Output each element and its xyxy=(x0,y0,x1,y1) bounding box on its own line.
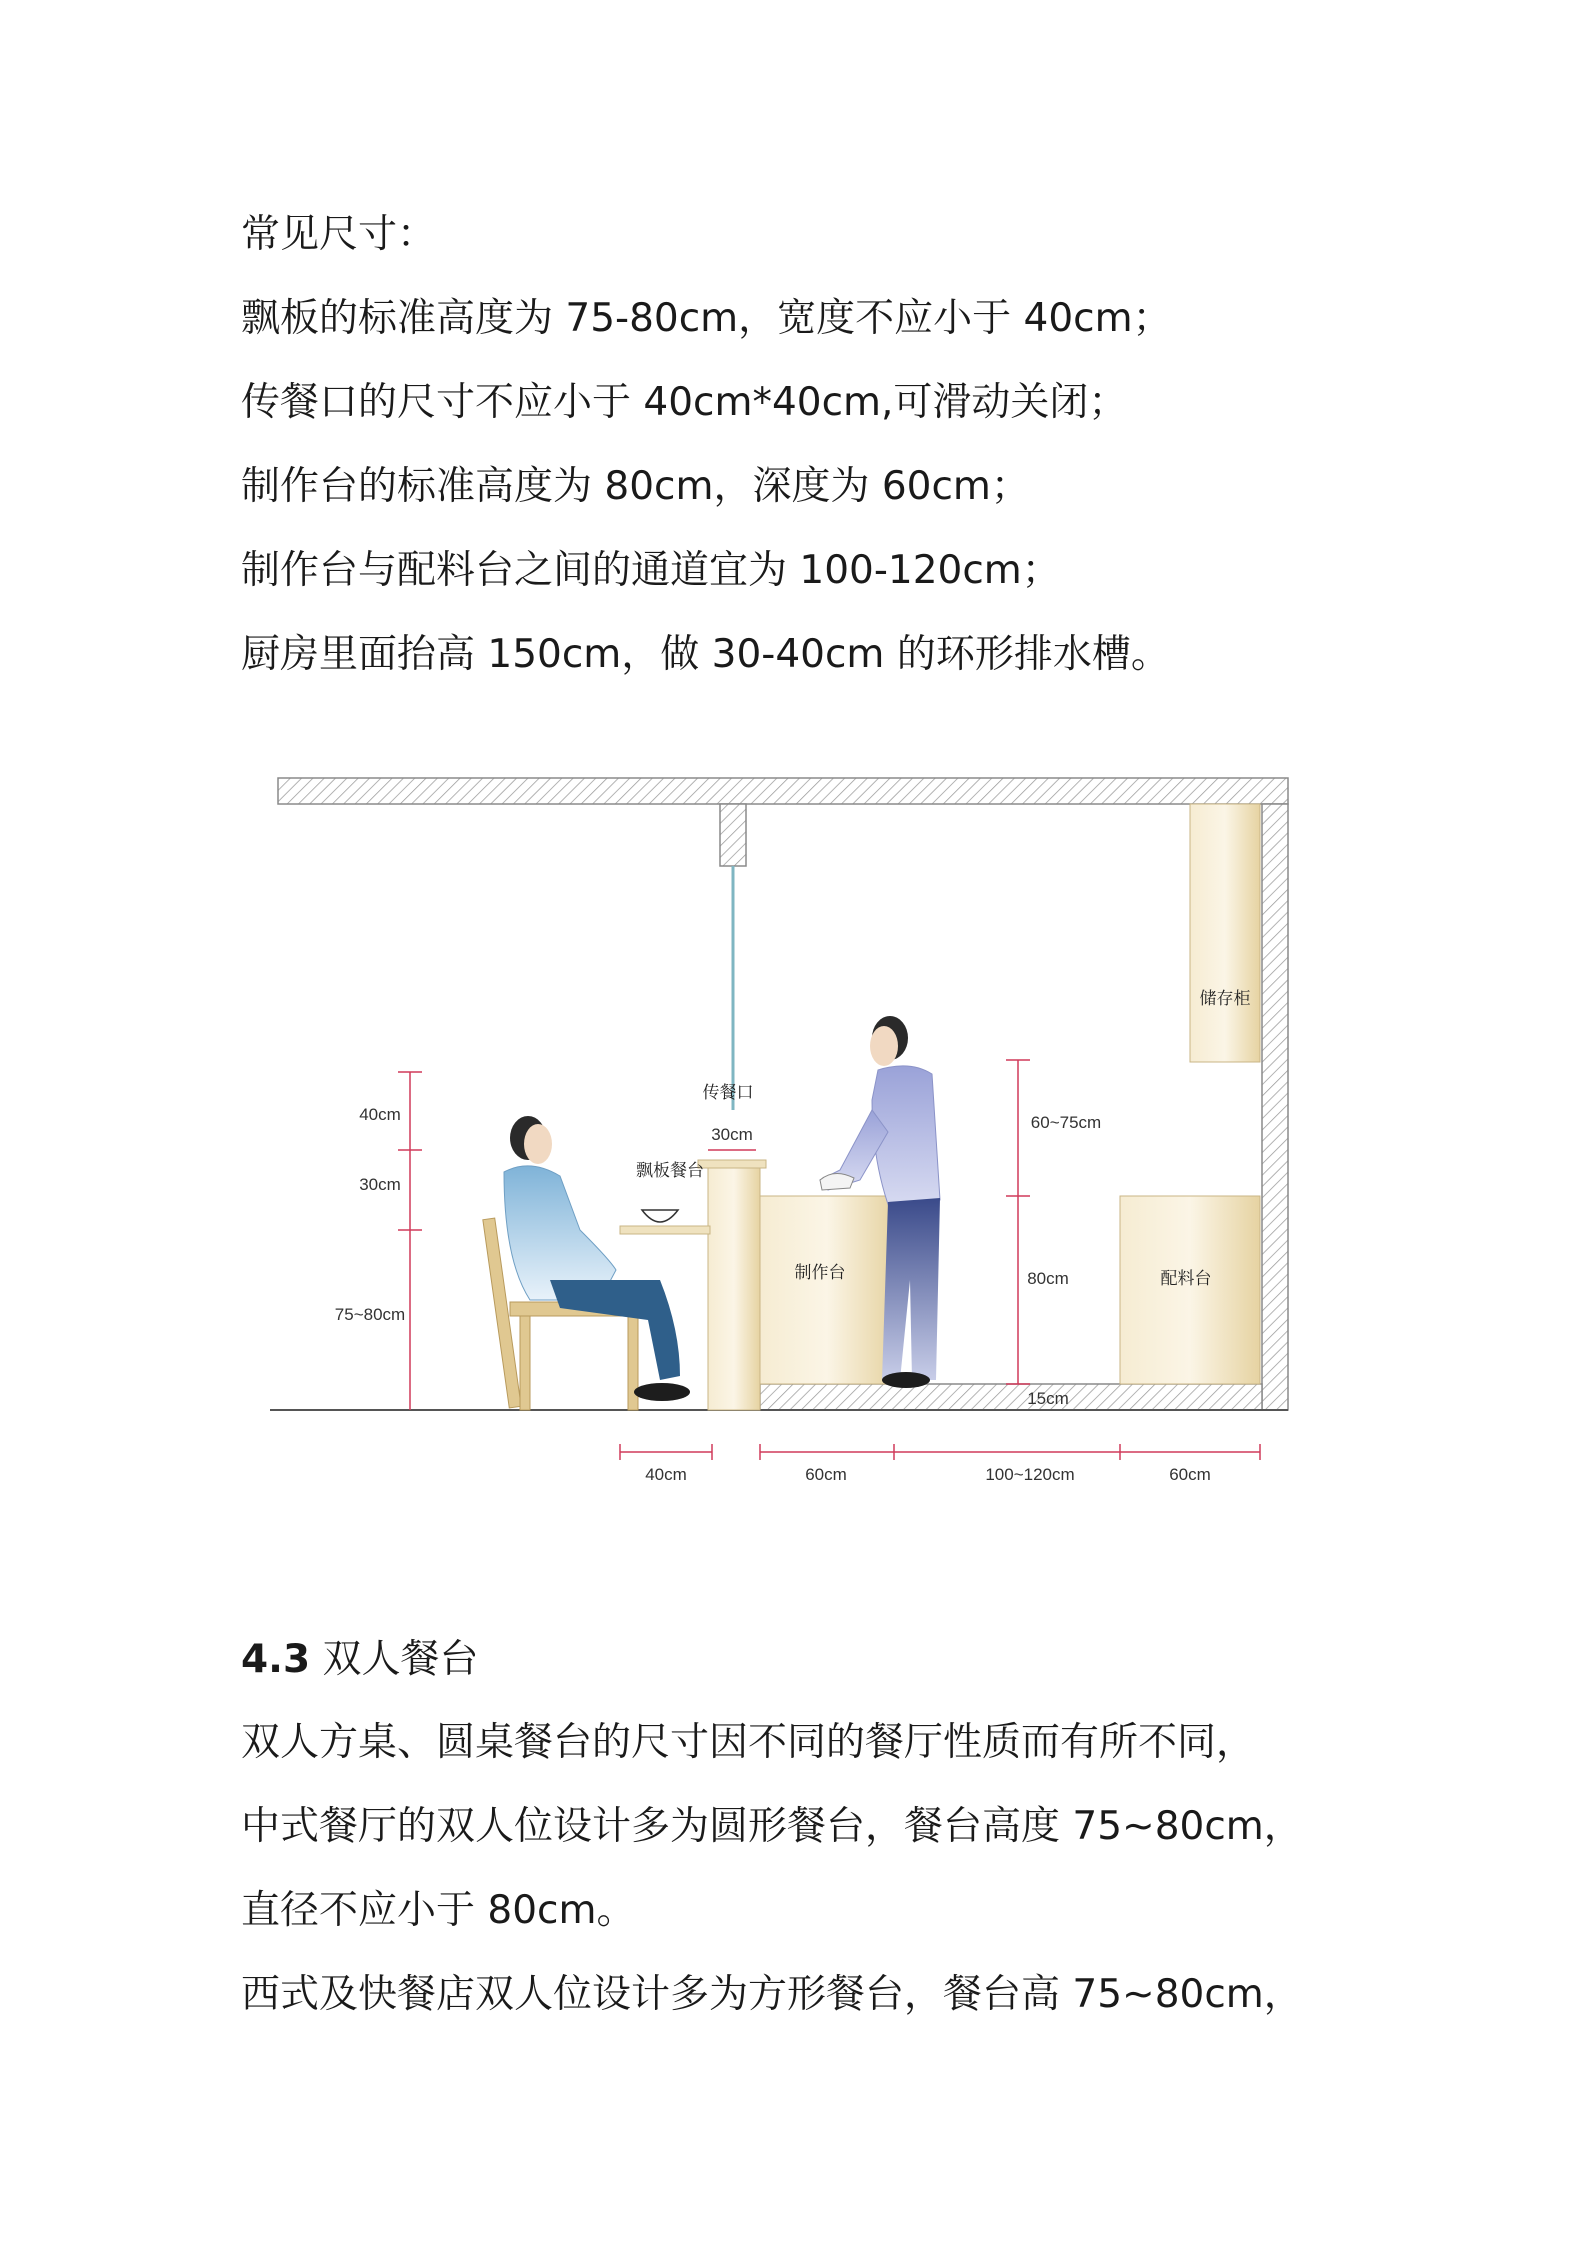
dim-30cm-vertical: 30cm xyxy=(359,1175,401,1194)
dim-15cm-vertical: 15cm xyxy=(1027,1389,1069,1408)
dim-40cm-horizontal: 40cm xyxy=(645,1465,687,1484)
section-number: 4.3 xyxy=(241,1637,311,1682)
prep-table xyxy=(760,1196,894,1384)
middle-vertical-dimension xyxy=(1006,1060,1030,1384)
left-vertical-dimension xyxy=(398,1072,422,1410)
dim-75-80cm-vertical: 75~80cm xyxy=(334,1305,406,1324)
text-line: 厨房里面抬高 150cm，做 30-40cm 的环形排水槽。 xyxy=(241,632,1170,677)
text-line: 中式餐厅的双人位设计多为圆形餐台，餐台高度 75~80cm， xyxy=(241,1804,1303,1849)
dim-40cm-vertical: 40cm xyxy=(359,1105,401,1124)
text-line: 制作台的标准高度为 80cm，深度为 60cm； xyxy=(241,464,1030,509)
section-title: 双人餐台 xyxy=(322,1637,479,1682)
kitchen-raised-floor xyxy=(760,1384,1262,1410)
dim-60cm-ingredient-horizontal: 60cm xyxy=(1169,1465,1211,1484)
dim-80cm-vertical: 80cm xyxy=(1027,1269,1069,1288)
pass-window-width-label: 30cm xyxy=(711,1125,753,1144)
common-dimensions-title: 常见尺寸： xyxy=(241,212,437,257)
dim-60cm-prep-horizontal: 60cm xyxy=(805,1465,847,1484)
text-line: 西式及快餐店双人位设计多为方形餐台，餐台高 75~80cm， xyxy=(241,1972,1303,2017)
ledge-table-column xyxy=(708,1166,760,1410)
bowl xyxy=(642,1210,678,1222)
ledge-table-label: 飘板餐台 xyxy=(636,1161,704,1181)
pass-window-label: 传餐口 xyxy=(702,1083,754,1103)
ceiling-slab xyxy=(278,778,1288,804)
ingredient-table-label: 配料台 xyxy=(1160,1269,1212,1289)
text-line: 双人方桌、圆桌餐台的尺寸因不同的餐厅性质而有所不同， xyxy=(241,1720,1256,1765)
storage-cabinet-label: 储存柜 xyxy=(1199,989,1251,1009)
dim-60-75cm-vertical: 60~75cm xyxy=(1030,1113,1102,1132)
text-line: 传餐口的尺寸不应小于 40cm*40cm,可滑动关闭； xyxy=(241,380,1128,425)
section-heading xyxy=(241,1635,479,1685)
text-line: 飘板的标准高度为 75-80cm，宽度不应小于 40cm； xyxy=(241,296,1172,341)
text-line: 直径不应小于 80cm。 xyxy=(241,1888,636,1933)
kitchen-section-diagram xyxy=(260,740,1360,1540)
bottom-horizontal-dimension xyxy=(620,1444,1260,1460)
storage-cabinet xyxy=(1190,804,1260,1062)
seated-diner xyxy=(504,1116,690,1401)
right-wall xyxy=(1262,804,1288,1410)
prep-table-label: 制作台 xyxy=(794,1263,846,1283)
text-line: 制作台与配料台之间的通道宜为 100-120cm； xyxy=(241,548,1061,593)
dim-100-120cm-horizontal: 100~120cm xyxy=(985,1465,1075,1484)
ingredient-table xyxy=(1120,1196,1260,1384)
pass-window-sleeve xyxy=(720,804,746,866)
